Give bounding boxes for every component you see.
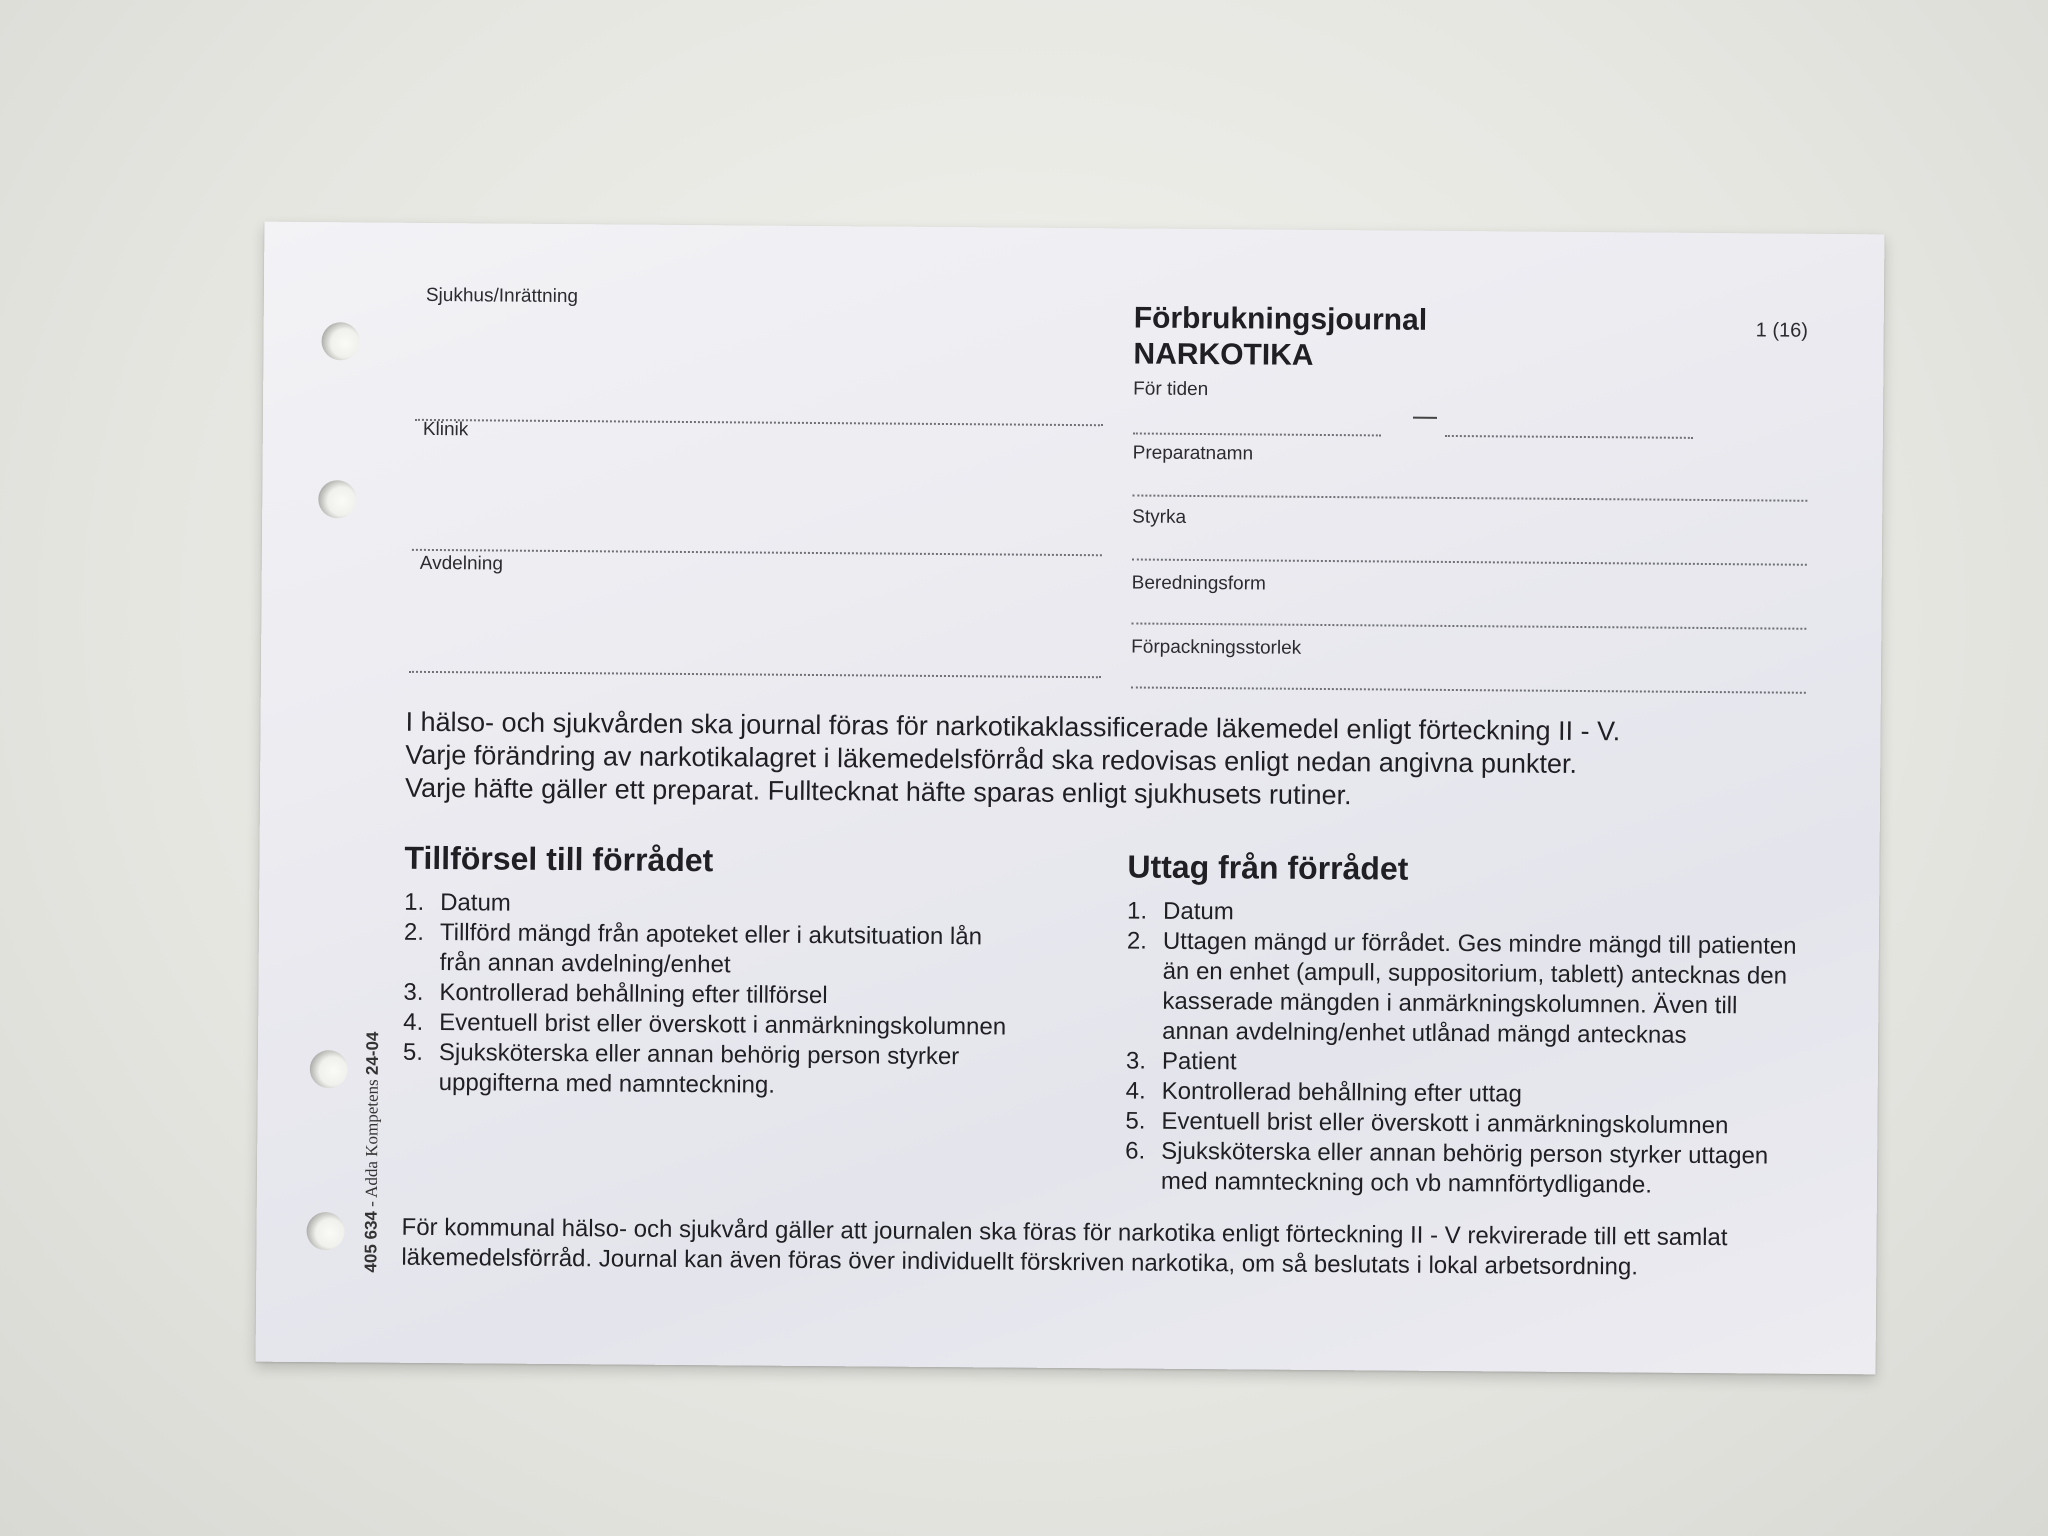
- intro-text: [405, 706, 1806, 816]
- preparation-field[interactable]: [1132, 494, 1807, 501]
- period-from-field[interactable]: [1133, 432, 1381, 436]
- dosage-form-label: Beredningsform: [1131, 572, 1266, 595]
- hospital-label: Sjukhus/Inrättning: [425, 284, 579, 308]
- punch-hole-1: [321, 322, 359, 360]
- clinic-field[interactable]: [412, 549, 1102, 556]
- intro-line: I hälso- och sjukvården ska journal föras för narkotikaklassificerade läkemedel enligt förteckning II - V.: [405, 706, 1621, 747]
- list-item: 4. Eventuell brist eller överskott i anmärkningskolumnen: [403, 1008, 1007, 1041]
- form-title: Förbrukningsjournal: [1133, 301, 1428, 337]
- intro-line: Varje häfte gäller ett preparat. Fulltecknat häfte sparas enligt sjukhusets rutiner.: [404, 772, 1352, 811]
- punch-hole-4: [306, 1212, 344, 1250]
- punch-hole-3: [310, 1050, 348, 1088]
- list-item: 3. Patient: [1125, 1047, 1237, 1076]
- preparation-label: Preparatnamn: [1132, 442, 1254, 465]
- intro-line: Varje förändring av narkotikalagret i läkemedelsförråd ska redovisas enligt nedan angivna punkter.: [405, 739, 1578, 779]
- footer-text: [401, 1213, 1821, 1284]
- list-item: 1. Datum: [404, 888, 511, 917]
- department-label: Avdelning: [419, 552, 504, 575]
- withdrawal-steps: [1125, 896, 1797, 1201]
- form-code-separator: -: [361, 1201, 381, 1207]
- footer-line: För kommunal hälso- och sjukvård gäller att journalen ska föras för narkotika enligt förteckning II - V rekvirerade till ett samlat: [401, 1213, 1728, 1252]
- form-code-print: [361, 1032, 383, 1273]
- list-item: 2. Tillförd mängd från apoteket eller i akutsituation lån från annan avdelning/enhet: [403, 918, 983, 979]
- dosage-form-field[interactable]: [1131, 622, 1806, 629]
- period-to-field[interactable]: [1445, 435, 1693, 439]
- form-code: 405 634: [361, 1210, 381, 1273]
- form-sheet: [256, 222, 1885, 1375]
- page-number: 1 (16): [1755, 319, 1809, 342]
- package-size-label: Förpackningsstorlek: [1131, 636, 1302, 659]
- clinic-label: Klinik: [422, 418, 469, 441]
- list-item: 6. Sjuksköterska eller annan behörig person styrker uttagen med namnteckning och vb namnförtydligande.: [1125, 1137, 1769, 1199]
- period-separator: [1413, 417, 1437, 419]
- supply-steps: [403, 888, 1008, 1103]
- list-item: 4. Kontrollerad behållning efter uttag: [1125, 1077, 1523, 1108]
- edition-code: 24-04: [362, 1031, 383, 1076]
- list-item: 2. Uttagen mängd ur förrådet. Ges mindre mängd till patienten än en enhet (ampull, suppositorium, tablett) antecknas den kasserade mängden i anmärkningskolumnen. Även till annan avdelning/enhet utlånad mängd antecknas: [1126, 927, 1797, 1049]
- list-item: 5. Eventuell brist eller överskott i anmärkningskolumnen: [1125, 1107, 1729, 1140]
- list-item: 5. Sjuksköterska eller annan behörig person styrker uppgifterna med namnteckning.: [402, 1038, 960, 1099]
- form-subtitle: NARKOTIKA: [1133, 337, 1314, 372]
- strength-field[interactable]: [1132, 558, 1807, 565]
- package-size-field[interactable]: [1131, 686, 1806, 693]
- withdrawal-heading: Uttag från förrådet: [1127, 848, 1409, 887]
- period-label: För tiden: [1133, 378, 1209, 401]
- department-field[interactable]: [409, 671, 1101, 678]
- list-item: 3. Kontrollerad behållning efter tillförsel: [403, 978, 828, 1010]
- supply-heading: Tillförsel till förrådet: [404, 839, 714, 879]
- list-item: 1. Datum: [1127, 897, 1234, 926]
- hospital-field[interactable]: [415, 419, 1103, 426]
- punch-hole-2: [318, 480, 356, 518]
- publisher-name: Adda Kompetens: [361, 1079, 382, 1198]
- strength-label: Styrka: [1132, 506, 1187, 528]
- footer-line: läkemedelsförråd. Journal kan även föras över individuellt förskriven narkotika, om så beslutats i lokal arbetsordning.: [401, 1243, 1639, 1281]
